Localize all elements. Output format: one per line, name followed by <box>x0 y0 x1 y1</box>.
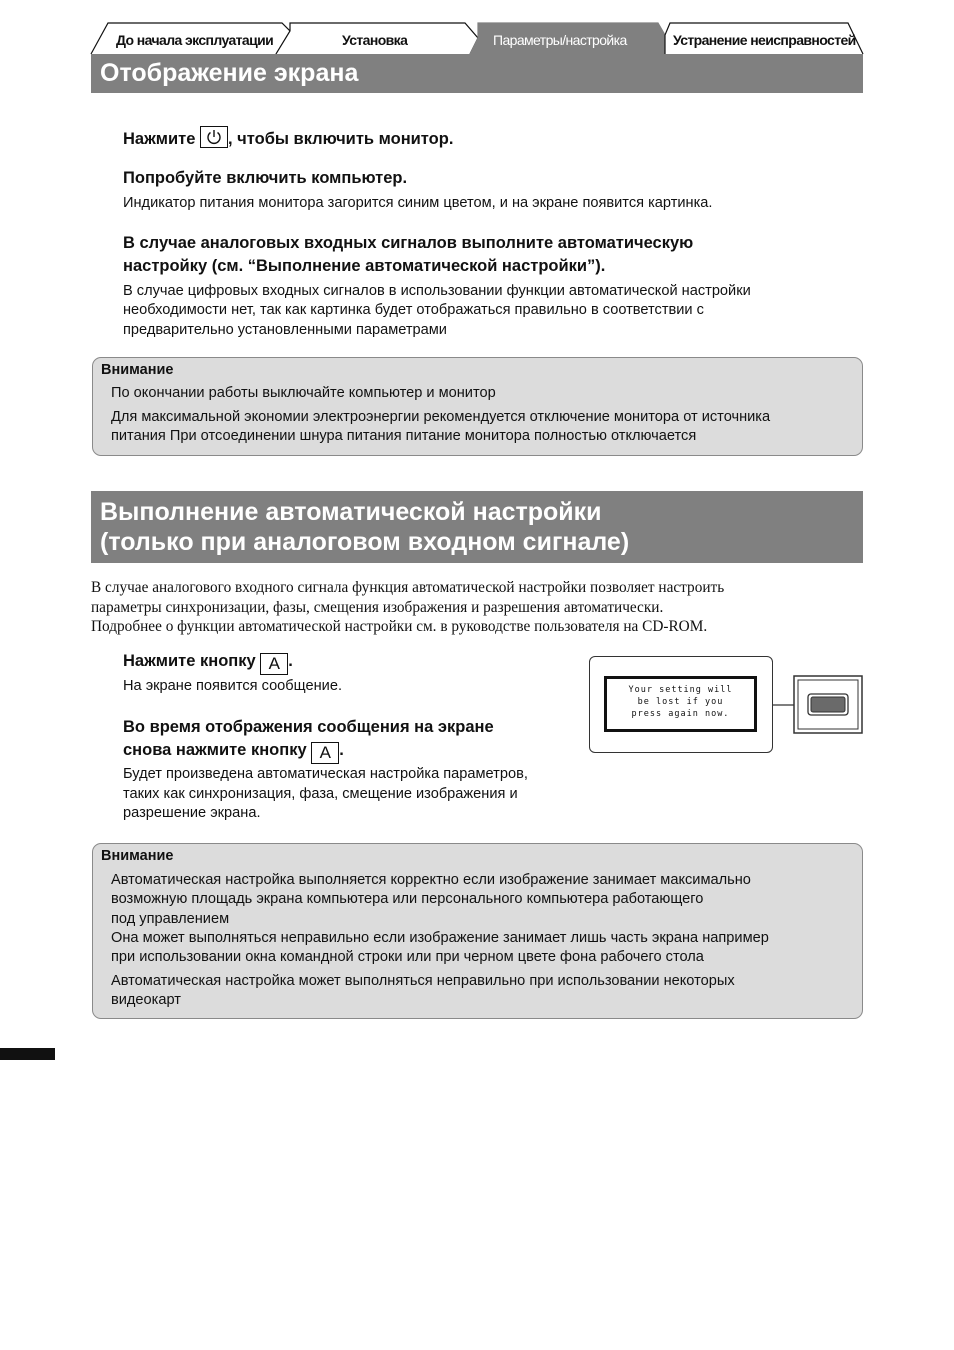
section-title: Отображение экрана <box>100 59 359 87</box>
step-press-again-text3: разрешение экрана. <box>123 805 261 821</box>
screen-message-line: be lost if you <box>637 697 724 707</box>
step-analog-title-line2: настройку (см. “Выполнение автоматической настройки”). <box>123 257 606 275</box>
step-turn-on-computer-text: Индикатор питания монитора загорится синим цветом, и на экране появится картинка. <box>123 195 713 211</box>
section-header-auto-adjust <box>91 491 863 563</box>
notice-line: Для максимальной экономии электроэнергии рекомендуется отключение монитора от источника <box>111 409 771 425</box>
tab-shapes <box>0 0 954 60</box>
power-key <box>200 126 228 148</box>
notice-title: Внимание <box>101 362 174 378</box>
section-header-display <box>91 54 863 93</box>
screen-message-line: Your setting will <box>628 685 733 695</box>
section-title-line2: (только при аналоговом входном сигнале) <box>100 528 630 556</box>
step-turn-on-computer: Попробуйте включить компьютер. <box>123 169 408 187</box>
notice-title: Внимание <box>101 848 174 864</box>
notice-line: питания При отсоединении шнура питания питание монитора полностью отключается <box>111 428 697 444</box>
intro-line1: В случае аналогового входного сигнала функция автоматической настройки позволяет настроить <box>91 579 725 596</box>
screen-message-box <box>604 676 757 732</box>
screen-message-line: press again now. <box>631 709 730 719</box>
notice-line: Она может выполняться неправильно если изображение занимает лишь часть экрана например <box>111 930 769 946</box>
notice-line: видеокарт <box>111 992 181 1008</box>
intro-line3: Подробнее о функции автоматической настройки см. в руководстве пользователя на CD-ROM. <box>91 618 708 635</box>
step-analog-text-line3: предварительно установленными параметрами <box>123 322 447 338</box>
step-press-again-text1: Будет произведена автоматическая настройка параметров, <box>123 766 528 782</box>
tab-troubleshooting[interactable]: Устранение неисправностей <box>673 32 856 48</box>
notice-line: Автоматическая настройка может выполняться неправильно при использовании некоторых <box>111 973 735 989</box>
tab-settings[interactable]: Параметры/настройка <box>493 32 627 48</box>
tab-bar <box>0 0 954 60</box>
step-press-auto-text: На экране появится сообщение. <box>123 678 342 694</box>
step-press-auto: Нажмите кнопку A . <box>123 652 293 673</box>
auto-button-illustration <box>773 660 865 740</box>
step-press-again-text2: таких как синхронизация, фаза, смещение изображения и <box>123 786 518 802</box>
step-power-on: Нажмите , чтобы включить монитор. <box>123 126 453 151</box>
step-analog-text-line1: В случае цифровых входных сигналов в использовании функции автоматической настройки <box>123 283 751 299</box>
step-analog-title-line1: В случае аналоговых входных сигналов выполните автоматическую <box>123 234 694 252</box>
notice-line: под управлением <box>111 911 230 927</box>
step-press-again-line2: снова нажмите кнопку A . <box>123 741 344 762</box>
intro-line2: параметры синхронизации, фазы, смещения изображения и разрешения автоматически. <box>91 599 664 616</box>
power-icon <box>201 127 227 147</box>
notice-line: По окончании работы выключайте компьютер и монитор <box>111 385 496 401</box>
notice-line: Автоматическая настройка выполняется корректно если изображение занимает максимально <box>111 872 751 888</box>
section-title-line1: Выполнение автоматической настройки <box>100 498 602 526</box>
step-analog-text-line2: необходимости нет, так как картинка будет отображаться правильно в соответствии с <box>123 302 704 318</box>
notice-line: возможную площадь экрана компьютера или персонального компьютера работающего <box>111 891 704 907</box>
notice-line: при использовании окна командной строки или при черном цвете фона рабочего стола <box>111 949 704 965</box>
notice-box-2 <box>92 843 863 1019</box>
auto-key: A <box>260 653 288 675</box>
tab-before-use[interactable]: До начала эксплуатации <box>116 32 274 48</box>
tab-installation[interactable]: Установка <box>342 32 408 48</box>
page-edge-marker <box>0 1048 55 1060</box>
monitor-screen-illustration <box>589 656 773 753</box>
notice-box-1 <box>92 357 863 456</box>
step-press-again-line1: Во время отображения сообщения на экране <box>123 718 494 736</box>
auto-key: A <box>311 742 339 764</box>
